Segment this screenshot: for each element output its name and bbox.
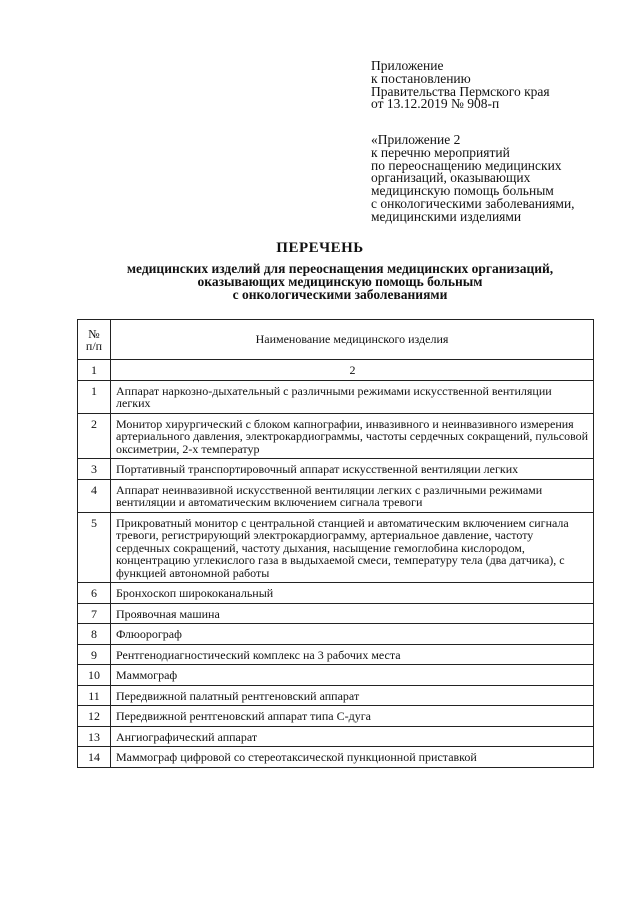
appendix2-line: медицинскими изделиями (371, 208, 522, 224)
row-device-name: Монитор хирургический с блоком капнографии, инвазивного и неинвазивного измерения артериального давления, электрокардиограммы, частоты сердечных сокращений, пульсовой оксиметрии, 2-х температур (111, 413, 594, 459)
table-row (78, 726, 594, 747)
table-row (78, 644, 594, 665)
appendix-line: Правительства Пермского края (371, 83, 550, 99)
row-number: 3 (78, 459, 111, 480)
row-device-name: Аппарат неинвазивной искусственной вентиляции легких с различными режимами вентиляции и автоматическим включением сигнала тревоги (111, 479, 594, 512)
subtitle-line: оказывающих медицинскую помощь больным (197, 274, 483, 289)
appendix2-line: с онкологическими заболеваниями, (371, 195, 575, 211)
row-device-name: Передвижной палатный рентгеновский аппарат (111, 685, 594, 706)
row-number: 1 (78, 380, 111, 413)
column-header-number-line2: п/п (85, 338, 103, 353)
table-row (78, 624, 594, 645)
subtitle-line: с онкологическими заболеваниями (232, 287, 448, 302)
table-row (78, 413, 594, 459)
column-header-name: Наименование медицинского изделия (111, 320, 594, 360)
row-number: 6 (78, 583, 111, 604)
table-row (78, 685, 594, 706)
table-row (78, 583, 594, 604)
table-header-row (78, 320, 594, 360)
appendix2-line: организаций, оказывающих (371, 170, 531, 186)
row-device-name: Прикроватный монитор с центральной станцией и автоматическим включением сигнала тревоги, регистрирующий электрокардиограмму, артериальное давление, частоту сердечных сокращений, частоту дыхания, насыщение гемоглобина кислородом, концентрацию углекислого газа в выдыхаемой смеси, температуру тела (два датчика), с функцией автономной работы (111, 512, 594, 583)
table-row (78, 512, 594, 583)
row-number: 14 (78, 747, 111, 768)
appendix2-line: «Приложение 2 (371, 132, 461, 147)
row-device-name: Проявочная машина (111, 603, 594, 624)
row-number: 10 (78, 665, 111, 686)
row-device-name: Аппарат наркозно-дыхательный с различными режимами искусственной вентиляции легких (111, 380, 594, 413)
row-number: 5 (78, 512, 111, 583)
table-row (78, 603, 594, 624)
appendix-line: Приложение (371, 58, 444, 73)
row-number: 2 (78, 413, 111, 459)
row-number: 13 (78, 726, 111, 747)
table-row (78, 665, 594, 686)
appendix2-line: медицинскую помощь больным (371, 183, 554, 199)
row-number: 7 (78, 603, 111, 624)
index-cell-1: 1 (78, 360, 111, 381)
row-number: 8 (78, 624, 111, 645)
table-row (78, 459, 594, 480)
devices-table (77, 319, 594, 768)
row-device-name: Ангиографический аппарат (111, 726, 594, 747)
table-row (78, 747, 594, 768)
appendix2-line: к перечню мероприятий (371, 144, 510, 160)
column-header-number (78, 320, 111, 360)
row-number: 9 (78, 644, 111, 665)
index-cell-2: 2 (111, 360, 594, 381)
appendix-line: к постановлению (371, 70, 471, 86)
table-row (78, 479, 594, 512)
appendix2-line: по переоснащению медицинских (371, 157, 562, 173)
row-device-name: Маммограф (111, 665, 594, 686)
document-title: ПЕРЕЧЕНЬ (276, 240, 364, 256)
subtitle-line: медицинских изделий для переоснащения медицинских организаций, (126, 261, 554, 276)
appendix2-block (371, 134, 575, 224)
appendix-line: от 13.12.2019 № 908-п (371, 96, 500, 112)
row-device-name: Рентгенодиагностический комплекс на 3 рабочих места (111, 644, 594, 665)
table-row (78, 380, 594, 413)
table-index-row (78, 360, 594, 381)
row-number: 11 (78, 685, 111, 706)
row-device-name: Флюорограф (111, 624, 594, 645)
row-device-name: Бронхоскоп ширококанальный (111, 583, 594, 604)
document-subtitle (70, 262, 610, 301)
row-device-name: Портативный транспортировочный аппарат искусственной вентиляции легких (111, 459, 594, 480)
row-number: 12 (78, 706, 111, 727)
row-device-name: Маммограф цифровой со стереотаксической пункционной приставкой (111, 747, 594, 768)
appendix-block (371, 60, 550, 111)
column-header-number-line1: № (88, 326, 100, 341)
table-row (78, 706, 594, 727)
row-device-name: Передвижной рентгеновский аппарат типа С-дуга (111, 706, 594, 727)
row-number: 4 (78, 479, 111, 512)
